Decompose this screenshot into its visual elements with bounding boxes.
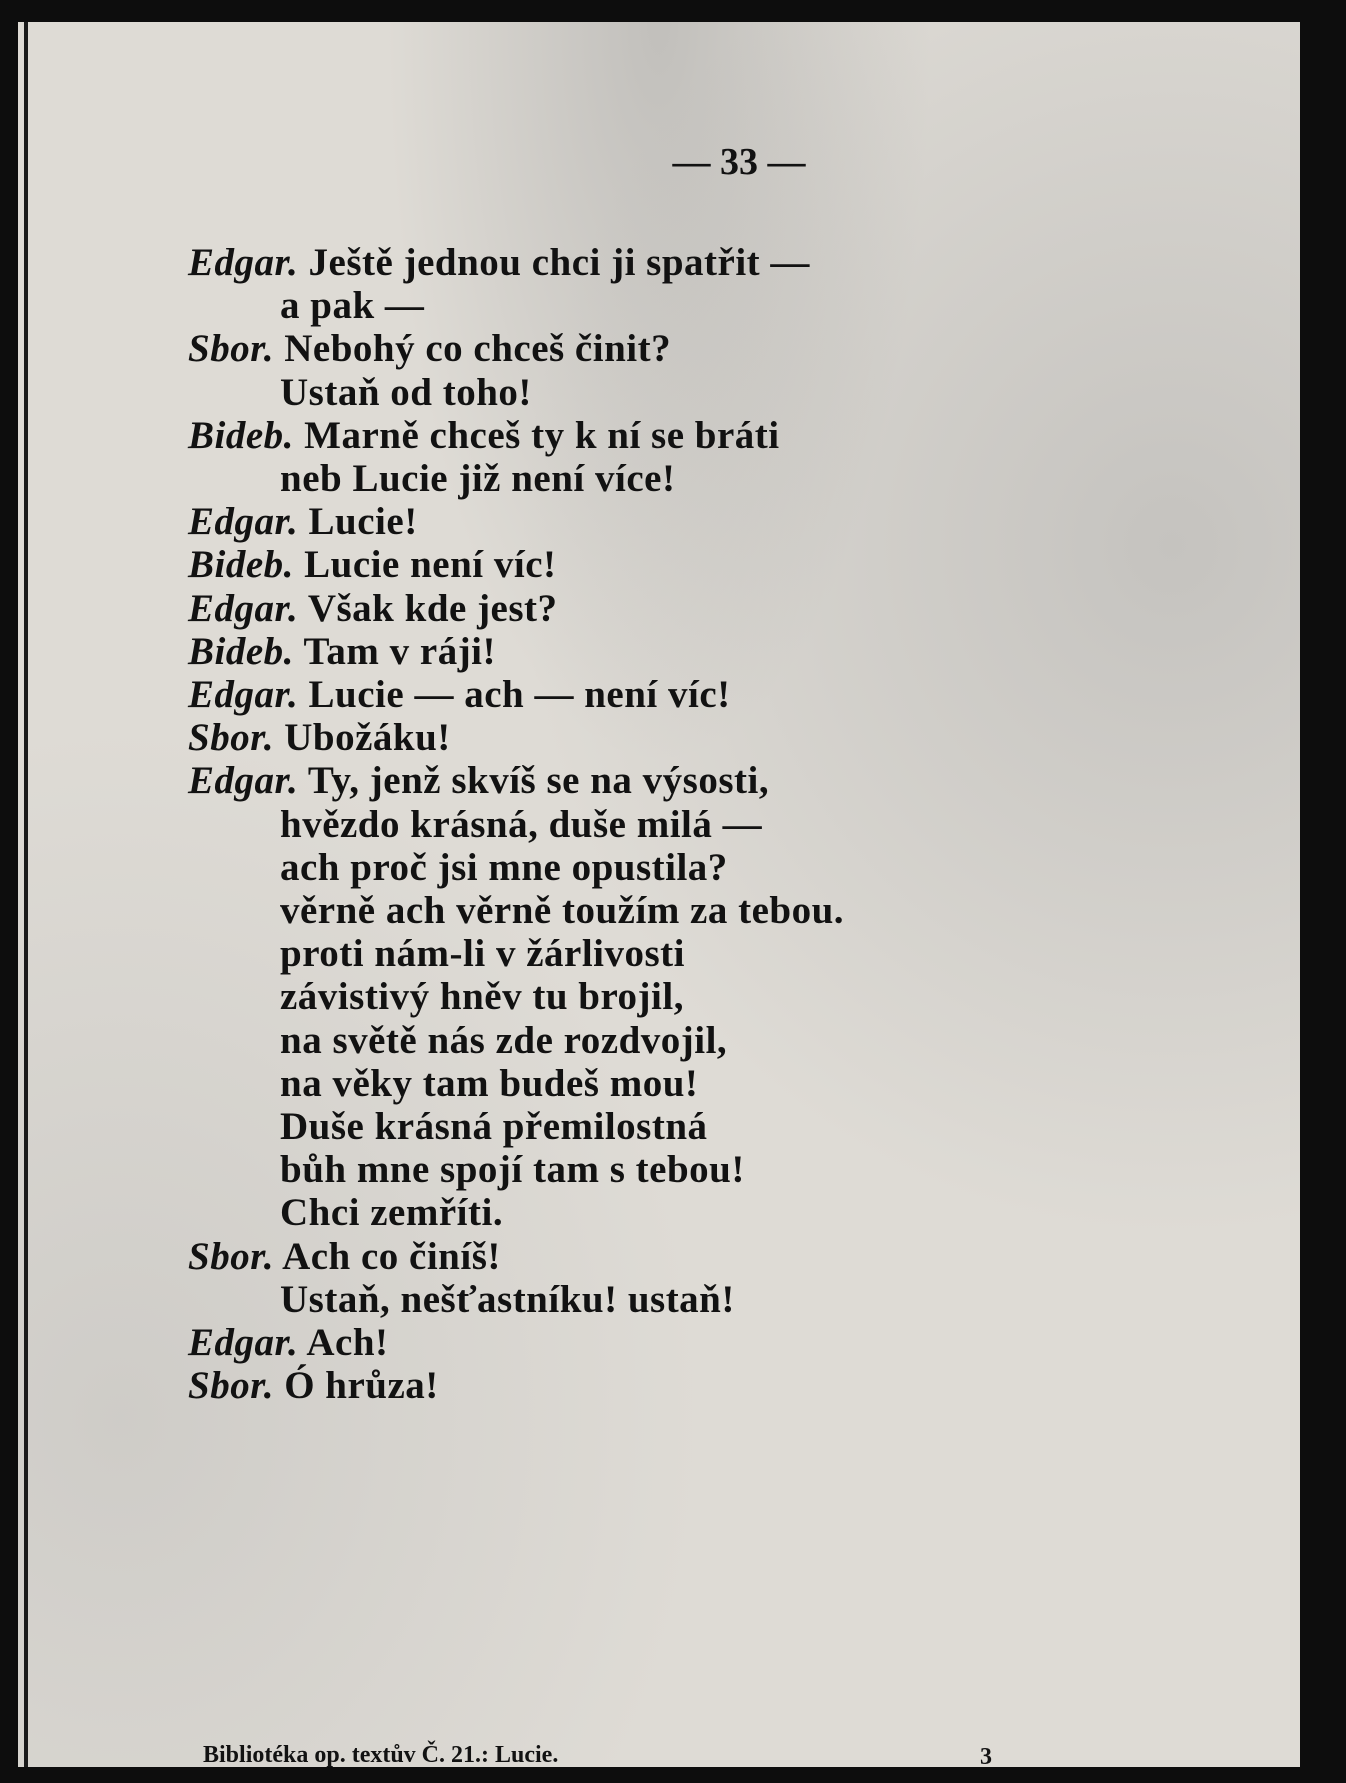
line-text: Tam v ráji! (293, 629, 497, 673)
text-line (280, 888, 844, 933)
speaker-name: Bideb. (188, 413, 294, 457)
line-text: proti nám-li v žárlivosti (280, 932, 685, 976)
line-text: Lucie není víc! (293, 543, 557, 587)
line-text: Ach! (298, 1321, 389, 1364)
line-text: a pak — (280, 284, 425, 328)
text-line (280, 931, 685, 976)
text-line (188, 1363, 439, 1408)
line-text: Ubožáku! (273, 716, 451, 760)
speaker-name: Sbor. (188, 1234, 274, 1278)
line-text: Nebohý co chceš činit? (273, 327, 672, 371)
signature-mark: 3 (980, 1744, 992, 1767)
text-line (188, 586, 558, 631)
text-line (280, 456, 675, 501)
speaker-name: Edgar. (188, 586, 299, 630)
text-line (188, 240, 810, 285)
text-line (188, 758, 769, 803)
text-line (280, 845, 728, 890)
line-text: Ustaň, nešťastníku! ustaň! (280, 1277, 735, 1321)
text-line (188, 672, 731, 717)
line-text: Ustaň od toho! (280, 370, 532, 414)
line-text: na světě nás zde rozdvojil, (280, 1018, 728, 1062)
text-line (188, 413, 780, 458)
speaker-name: Sbor. (188, 327, 274, 371)
text-line (280, 1104, 708, 1149)
line-text: Ty, jenž skvíš se na výsosti, (298, 759, 770, 803)
line-text: Však kde jest? (298, 586, 558, 630)
line-text: bůh mne spojí tam s tebou! (280, 1148, 745, 1192)
text-line (188, 715, 451, 760)
text-line (280, 370, 532, 415)
speaker-name: Edgar. (188, 673, 299, 716)
line-text: neb Lucie již není více! (280, 457, 676, 500)
line-text: Chci zemříti. (280, 1191, 504, 1235)
line-text: Ach co činíš! (273, 1234, 501, 1278)
line-text: Lucie! (298, 500, 418, 544)
speaker-name: Bideb. (188, 629, 294, 673)
text-line (280, 802, 762, 847)
book-page (18, 22, 1300, 1767)
text-line (280, 1190, 503, 1235)
page-edge-line (24, 22, 28, 1767)
text-line (280, 1147, 745, 1192)
line-text: Duše krásná přemilostná (280, 1105, 708, 1148)
speaker-name: Edgar. (188, 1321, 299, 1364)
speaker-name: Edgar. (188, 759, 299, 803)
speaker-name: Edgar. (188, 500, 299, 544)
line-text: věrně ach věrně toužím za tebou. (280, 889, 845, 932)
line-text: Ještě jednou chci ji spatřit — (298, 241, 810, 284)
footer-imprint: Bibliotéka op. textův Č. 21.: Lucie. (203, 1742, 559, 1767)
speaker-name: Sbor. (188, 716, 274, 760)
speaker-name: Edgar. (188, 241, 299, 284)
text-line (280, 1061, 698, 1106)
text-line (280, 1277, 735, 1322)
line-text: ach proč jsi mne opustila? (280, 845, 728, 889)
line-text: Ó hrůza! (273, 1364, 439, 1408)
speaker-name: Sbor. (188, 1364, 274, 1408)
text-line (188, 629, 496, 674)
text-line (188, 1234, 501, 1279)
line-text: na věky tam budeš mou! (280, 1061, 699, 1105)
text-line (188, 1320, 389, 1365)
text-line (280, 974, 684, 1019)
line-text: Lucie — ach — není víc! (298, 673, 731, 716)
line-text: závistivý hněv tu brojil, (280, 975, 684, 1019)
line-text: hvězdo krásná, duše milá — (280, 802, 763, 846)
text-line (188, 326, 671, 371)
line-text: Marně chceš ty k ní se bráti (293, 413, 780, 457)
text-line (280, 1018, 727, 1063)
speaker-name: Bideb. (188, 543, 294, 587)
text-line (280, 283, 424, 328)
text-line (188, 499, 418, 544)
page-number: — 33 — (672, 141, 806, 183)
text-line (188, 542, 557, 587)
